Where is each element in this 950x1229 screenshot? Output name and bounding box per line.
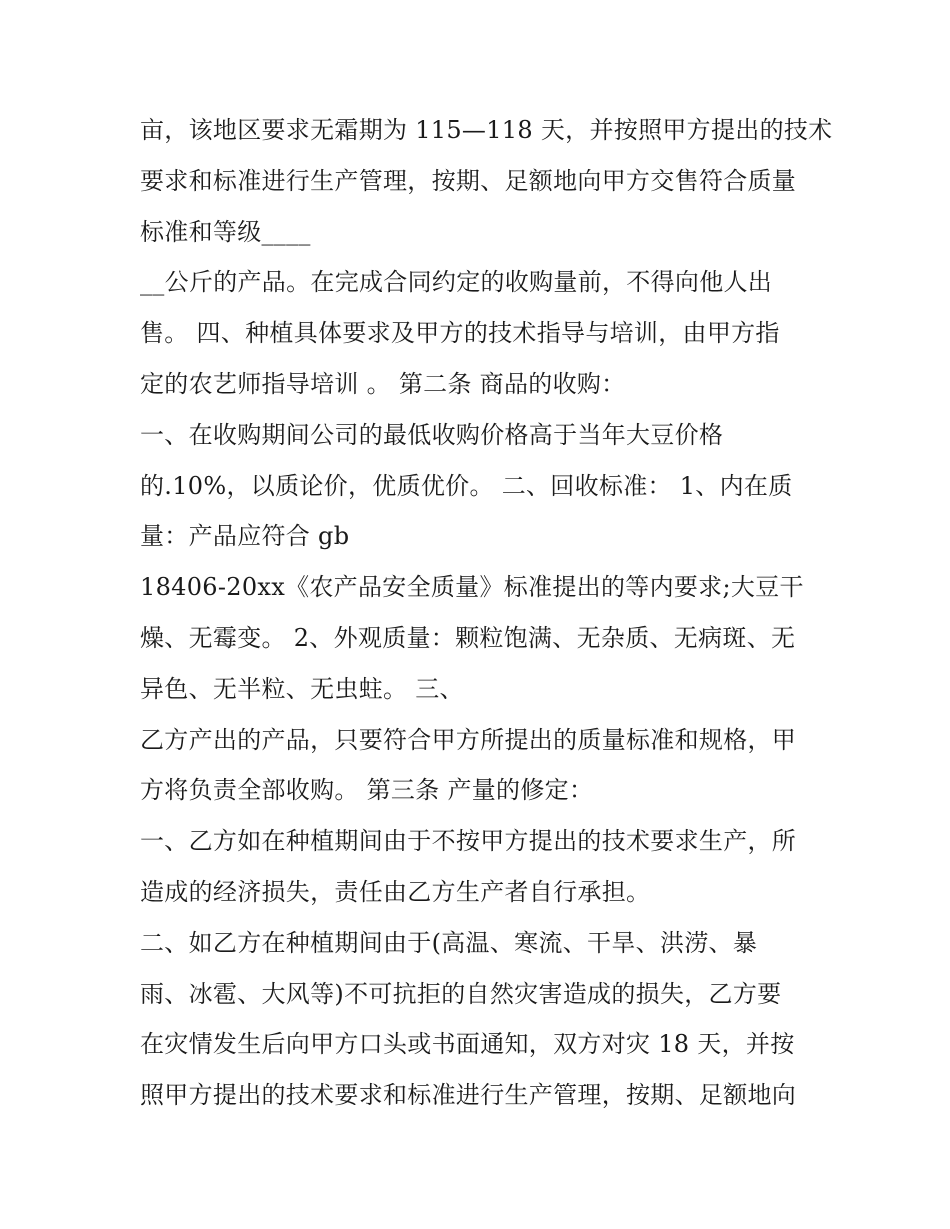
text-line: 造成的经济损失，责任由乙方生产者自行承担。 (140, 877, 651, 906)
text-line: __公斤的产品。在完成合同约定的收购量前，不得向他人出 (140, 268, 773, 297)
text-line: 要求和标准进行生产管理，按期、足额地向甲方交售符合质量 (140, 166, 797, 195)
text-line: 亩，该地区要求无霜期为 115—118 天，并按照甲方提出的技术 (140, 116, 833, 144)
text-line: 燥、无霉变。 2、外观质量：颗粒饱满、无杂质、无病斑、无 (140, 623, 796, 652)
text-line: 的.10%，以质论价，优质优价。 二、回收标准： 1、内在质 (140, 471, 793, 500)
text-line: 方将负责全部收购。 第三条 产量的修定： (140, 776, 594, 805)
text-line: 在灾情发生后向甲方口头或书面通知，双方对灾 18 天，并按 (140, 1030, 795, 1059)
text-line: 定的农艺师指导培训 。 第二条 商品的收购： (140, 369, 626, 398)
text-line: 售。 四、种植具体要求及甲方的技术指导与培训，由甲方指 (140, 319, 780, 348)
text-line: 标准和等级____ (140, 217, 311, 246)
text-line: 18406-20xx《农产品安全质量》标准提出的等内要求;大豆干 (140, 573, 804, 602)
text-line: 异色、无半粒、无虫蛀。 三、 (140, 674, 464, 703)
text-line: 量：产品应符合 gb (140, 522, 350, 551)
text-line: 一、在收购期间公司的最低收购价格高于当年大豆价格 (140, 420, 724, 449)
contract-body-text (140, 105, 840, 1121)
text-line: 二、如乙方在种植期间由于(高温、寒流、干旱、洪涝、暴 (140, 928, 758, 957)
text-line: 照甲方提出的技术要求和标准进行生产管理，按期、足额地向 (140, 1081, 797, 1110)
text-line: 乙方产出的产品，只要符合甲方所提出的质量标准和规格，甲 (140, 725, 797, 754)
text-line: 一、乙方如在种植期间由于不按甲方提出的技术要求生产，所 (140, 827, 797, 856)
text-line: 雨、冰雹、大风等)不可抗拒的自然灾害造成的损失，乙方要 (140, 979, 782, 1008)
